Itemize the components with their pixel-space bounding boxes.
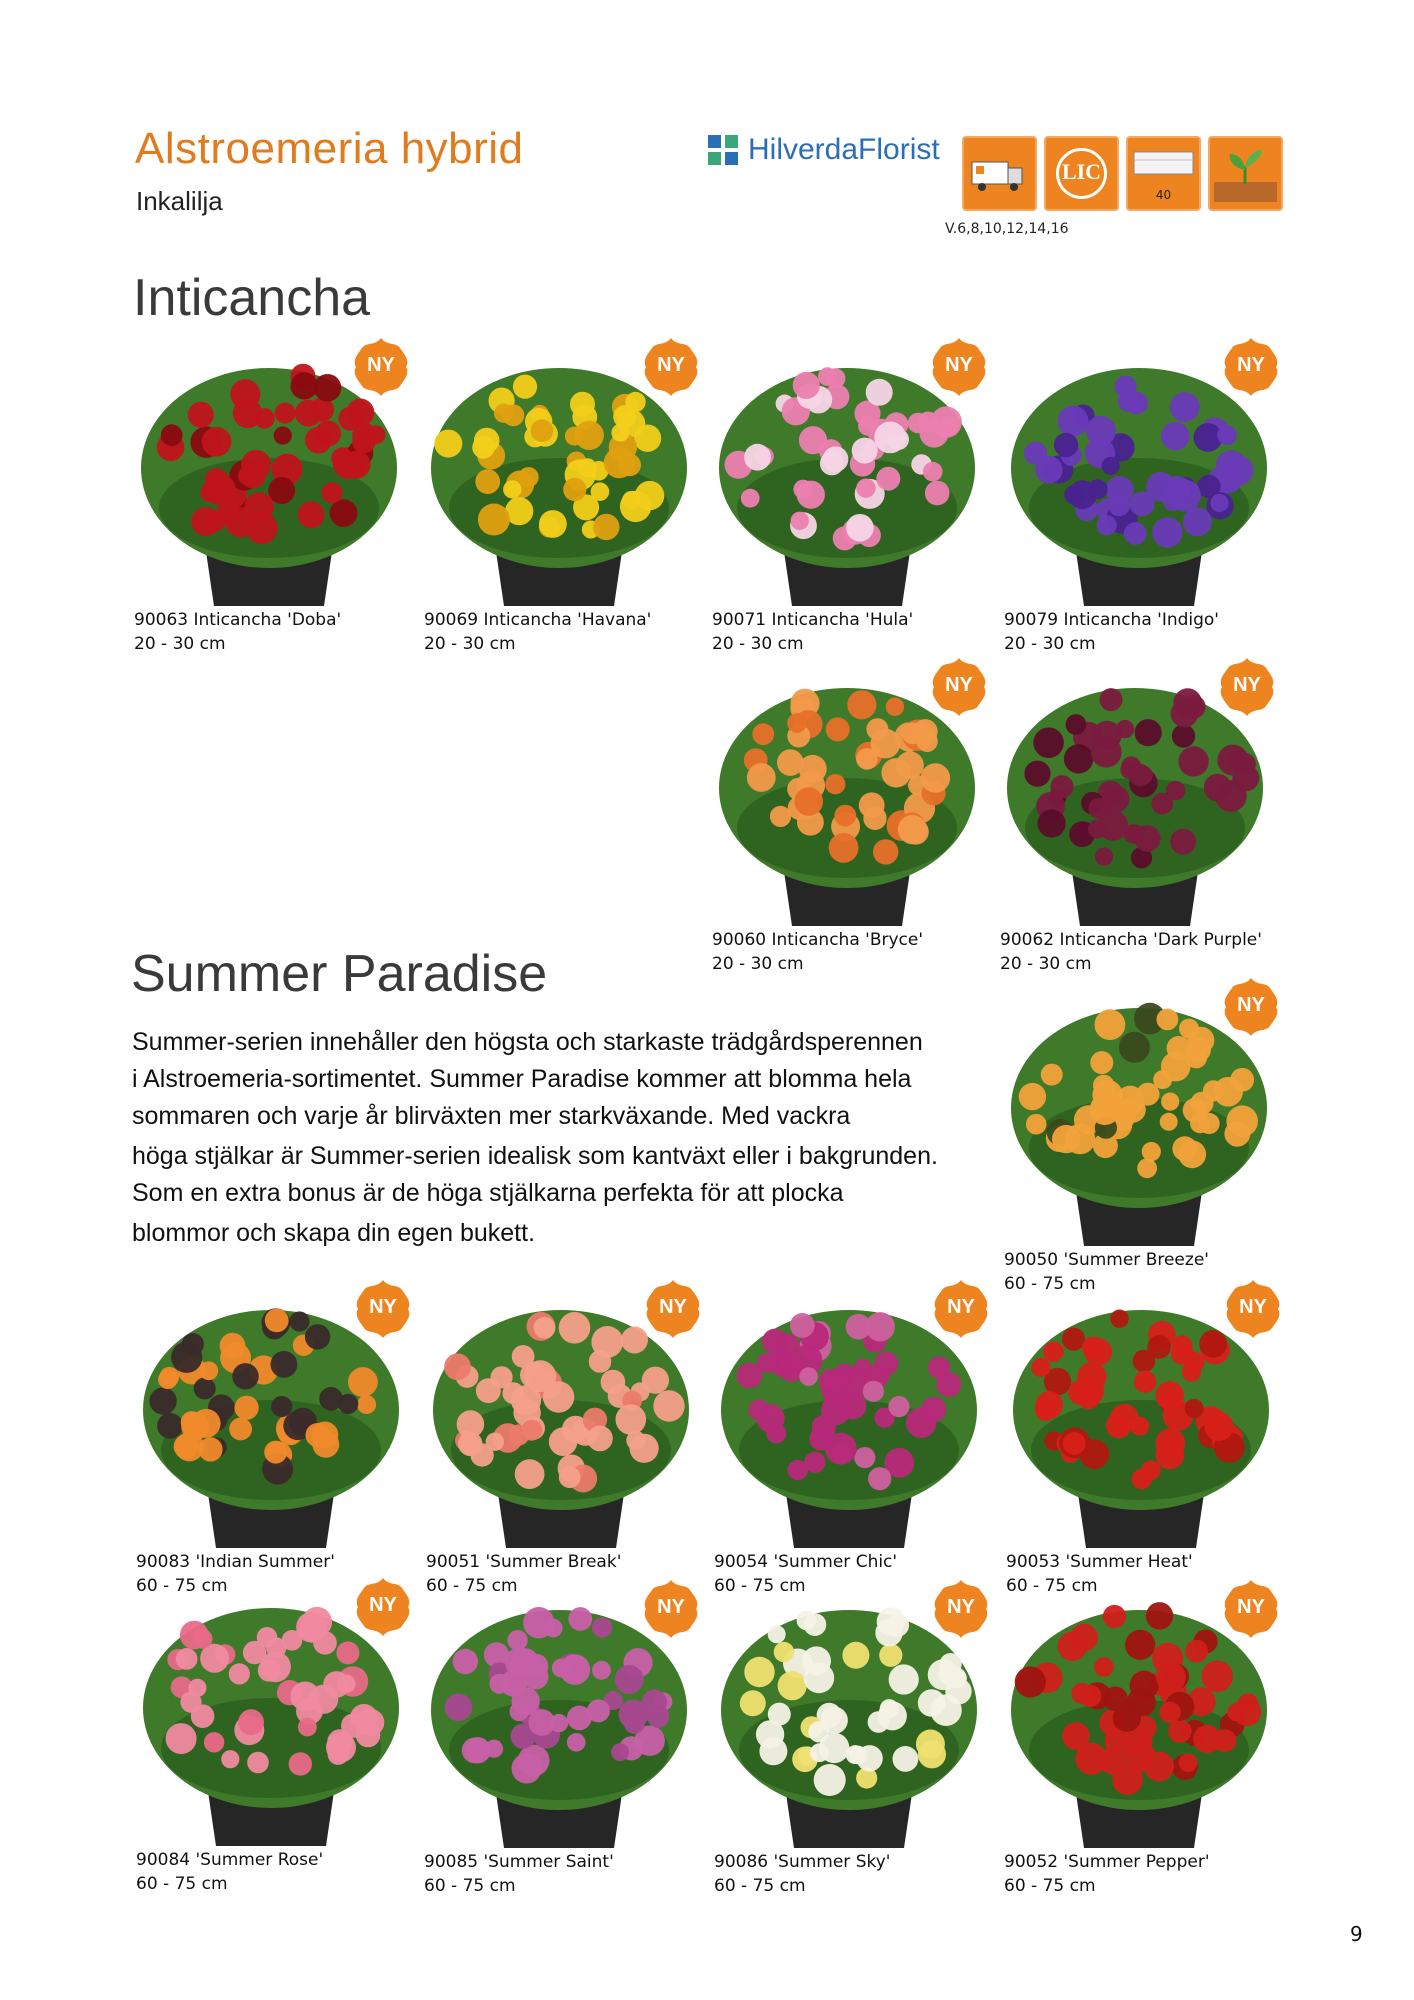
product-name: 90054 'Summer Chic' <box>714 1552 898 1572</box>
product-caption <box>1004 608 1294 656</box>
page-title: Alstroemeria hybrid <box>135 124 524 173</box>
new-badge-label: NY <box>1237 1596 1265 1618</box>
description-line: sommaren och varje år blirväxten mer starkväxande. Med vackra <box>132 1102 851 1130</box>
new-badge <box>640 336 702 398</box>
product-name: 90071 Inticancha 'Hula' <box>712 610 914 630</box>
product-height: 20 - 30 cm <box>134 634 226 654</box>
product-height: 20 - 30 cm <box>1004 634 1096 654</box>
brand-name: HilverdaFlorist <box>748 133 940 166</box>
product-caption <box>1000 928 1290 976</box>
product-photo <box>426 1280 696 1550</box>
product-card <box>712 658 1002 976</box>
product-height: 20 - 30 cm <box>424 634 516 654</box>
product-caption <box>134 608 424 656</box>
page-subtitle: Inkalilja <box>136 186 223 216</box>
new-badge-label: NY <box>369 1296 397 1318</box>
product-photo <box>1004 978 1274 1248</box>
product-height: 60 - 75 cm <box>1004 1876 1096 1896</box>
product-photo <box>714 1280 984 1550</box>
product-height: 60 - 75 cm <box>424 1876 516 1896</box>
product-photo <box>712 658 982 928</box>
product-height: 60 - 75 cm <box>426 1576 518 1596</box>
product-card <box>426 1280 716 1598</box>
description-line: Som en extra bonus är de höga stjälkarna perfekta för att plocka <box>132 1179 844 1207</box>
weeks-info: V.6,8,10,12,14,16 <box>945 221 1069 237</box>
product-card <box>136 1578 426 1896</box>
new-badge-label: NY <box>945 354 973 376</box>
product-name: 90052 'Summer Pepper' <box>1004 1852 1210 1872</box>
product-height: 20 - 30 cm <box>712 634 804 654</box>
new-badge <box>928 336 990 398</box>
new-badge <box>350 336 412 398</box>
new-badge <box>640 1578 702 1640</box>
new-badge <box>1222 1278 1284 1340</box>
product-caption <box>714 1850 1004 1898</box>
product-card <box>712 338 1002 656</box>
brand-logo <box>706 130 940 170</box>
description-line: höga stjälkar är Summer-serien idealisk som kantväxt eller i bakgrunden. <box>132 1142 938 1170</box>
product-caption <box>424 608 714 656</box>
product-photo <box>424 338 694 608</box>
product-height: 20 - 30 cm <box>1000 954 1092 974</box>
page-number: 9 <box>1350 1922 1363 1946</box>
new-badge-label: NY <box>369 1594 397 1616</box>
product-card <box>714 1580 1004 1898</box>
new-badge <box>930 1578 992 1640</box>
new-badge <box>352 1278 414 1340</box>
product-name: 90079 Inticancha 'Indigo' <box>1004 610 1219 630</box>
new-badge-label: NY <box>659 1296 687 1318</box>
new-badge-label: NY <box>1237 354 1265 376</box>
product-height: 60 - 75 cm <box>136 1874 228 1894</box>
product-height: 60 - 75 cm <box>714 1876 806 1896</box>
product-card <box>136 1280 426 1598</box>
product-name: 90062 Inticancha 'Dark Purple' <box>1000 930 1262 950</box>
product-caption <box>712 608 1002 656</box>
product-card <box>1004 1580 1294 1898</box>
product-photo <box>136 1280 406 1550</box>
product-photo <box>1000 658 1270 928</box>
product-photo <box>1004 338 1274 608</box>
product-height: 60 - 75 cm <box>1006 1576 1098 1596</box>
new-badge-label: NY <box>945 674 973 696</box>
lic-label: LIC <box>1061 159 1102 184</box>
lic-icon <box>1044 136 1119 211</box>
new-badge-label: NY <box>657 354 685 376</box>
product-height: 60 - 75 cm <box>136 1576 228 1596</box>
product-name: 90083 'Indian Summer' <box>136 1552 335 1572</box>
new-badge-label: NY <box>657 1596 685 1618</box>
product-photo <box>714 1580 984 1850</box>
product-height: 60 - 75 cm <box>714 1576 806 1596</box>
new-badge <box>1216 656 1278 718</box>
product-card <box>714 1280 1004 1598</box>
product-card <box>1004 338 1294 656</box>
product-name: 90053 'Summer Heat' <box>1006 1552 1193 1572</box>
summer-description <box>132 1024 992 1252</box>
product-photo <box>1004 1580 1274 1850</box>
product-name: 90050 'Summer Breeze' <box>1004 1250 1209 1270</box>
product-photo <box>136 1578 406 1848</box>
section-title-inticancha: Inticancha <box>133 269 371 327</box>
product-card <box>1006 1280 1296 1598</box>
new-badge <box>928 656 990 718</box>
section-title-summer-paradise: Summer Paradise <box>131 945 548 1003</box>
description-line: Summer-serien innehåller den högsta och starkaste trädgårdsperennen <box>132 1028 923 1056</box>
description-line: i Alstroemeria-sortimentet. Summer Paradise kommer att blomma hela <box>132 1065 912 1093</box>
product-name: 90060 Inticancha 'Bryce' <box>712 930 924 950</box>
product-caption <box>136 1848 426 1896</box>
new-badge-label: NY <box>367 354 395 376</box>
new-badge <box>1220 1578 1282 1640</box>
product-name: 90069 Inticancha 'Havana' <box>424 610 652 630</box>
new-badge-label: NY <box>947 1296 975 1318</box>
product-photo <box>424 1580 694 1850</box>
hilverda-logo-icon <box>706 133 740 167</box>
new-badge <box>1220 336 1282 398</box>
product-height: 20 - 30 cm <box>712 954 804 974</box>
product-name: 90051 'Summer Break' <box>426 1552 622 1572</box>
product-height: 60 - 75 cm <box>1004 1274 1096 1294</box>
product-card <box>134 338 424 656</box>
description-line: blommor och skapa din egen bukett. <box>132 1219 536 1247</box>
new-badge-label: NY <box>1233 674 1261 696</box>
product-photo <box>712 338 982 608</box>
new-badge-label: NY <box>947 1596 975 1618</box>
tray-count: 40 <box>1155 188 1172 202</box>
product-card <box>1000 658 1290 976</box>
product-name: 90085 'Summer Saint' <box>424 1852 614 1872</box>
info-icons <box>962 136 1283 211</box>
product-card <box>424 338 714 656</box>
product-caption <box>1004 1850 1294 1898</box>
product-photo <box>134 338 404 608</box>
new-badge <box>642 1278 704 1340</box>
new-badge-label: NY <box>1237 994 1265 1016</box>
product-card <box>1004 978 1294 1296</box>
product-card <box>424 1580 714 1898</box>
new-badge-label: NY <box>1239 1296 1267 1318</box>
tray-icon <box>1126 136 1201 211</box>
new-badge <box>930 1278 992 1340</box>
product-photo <box>1006 1280 1276 1550</box>
new-badge <box>1220 976 1282 1038</box>
seedling-icon <box>1208 136 1283 211</box>
product-name: 90086 'Summer Sky' <box>714 1852 891 1872</box>
new-badge <box>352 1576 414 1638</box>
product-caption <box>712 928 1002 976</box>
product-caption <box>424 1850 714 1898</box>
product-name: 90084 'Summer Rose' <box>136 1850 324 1870</box>
product-name: 90063 Inticancha 'Doba' <box>134 610 342 630</box>
truck-icon <box>962 136 1037 211</box>
